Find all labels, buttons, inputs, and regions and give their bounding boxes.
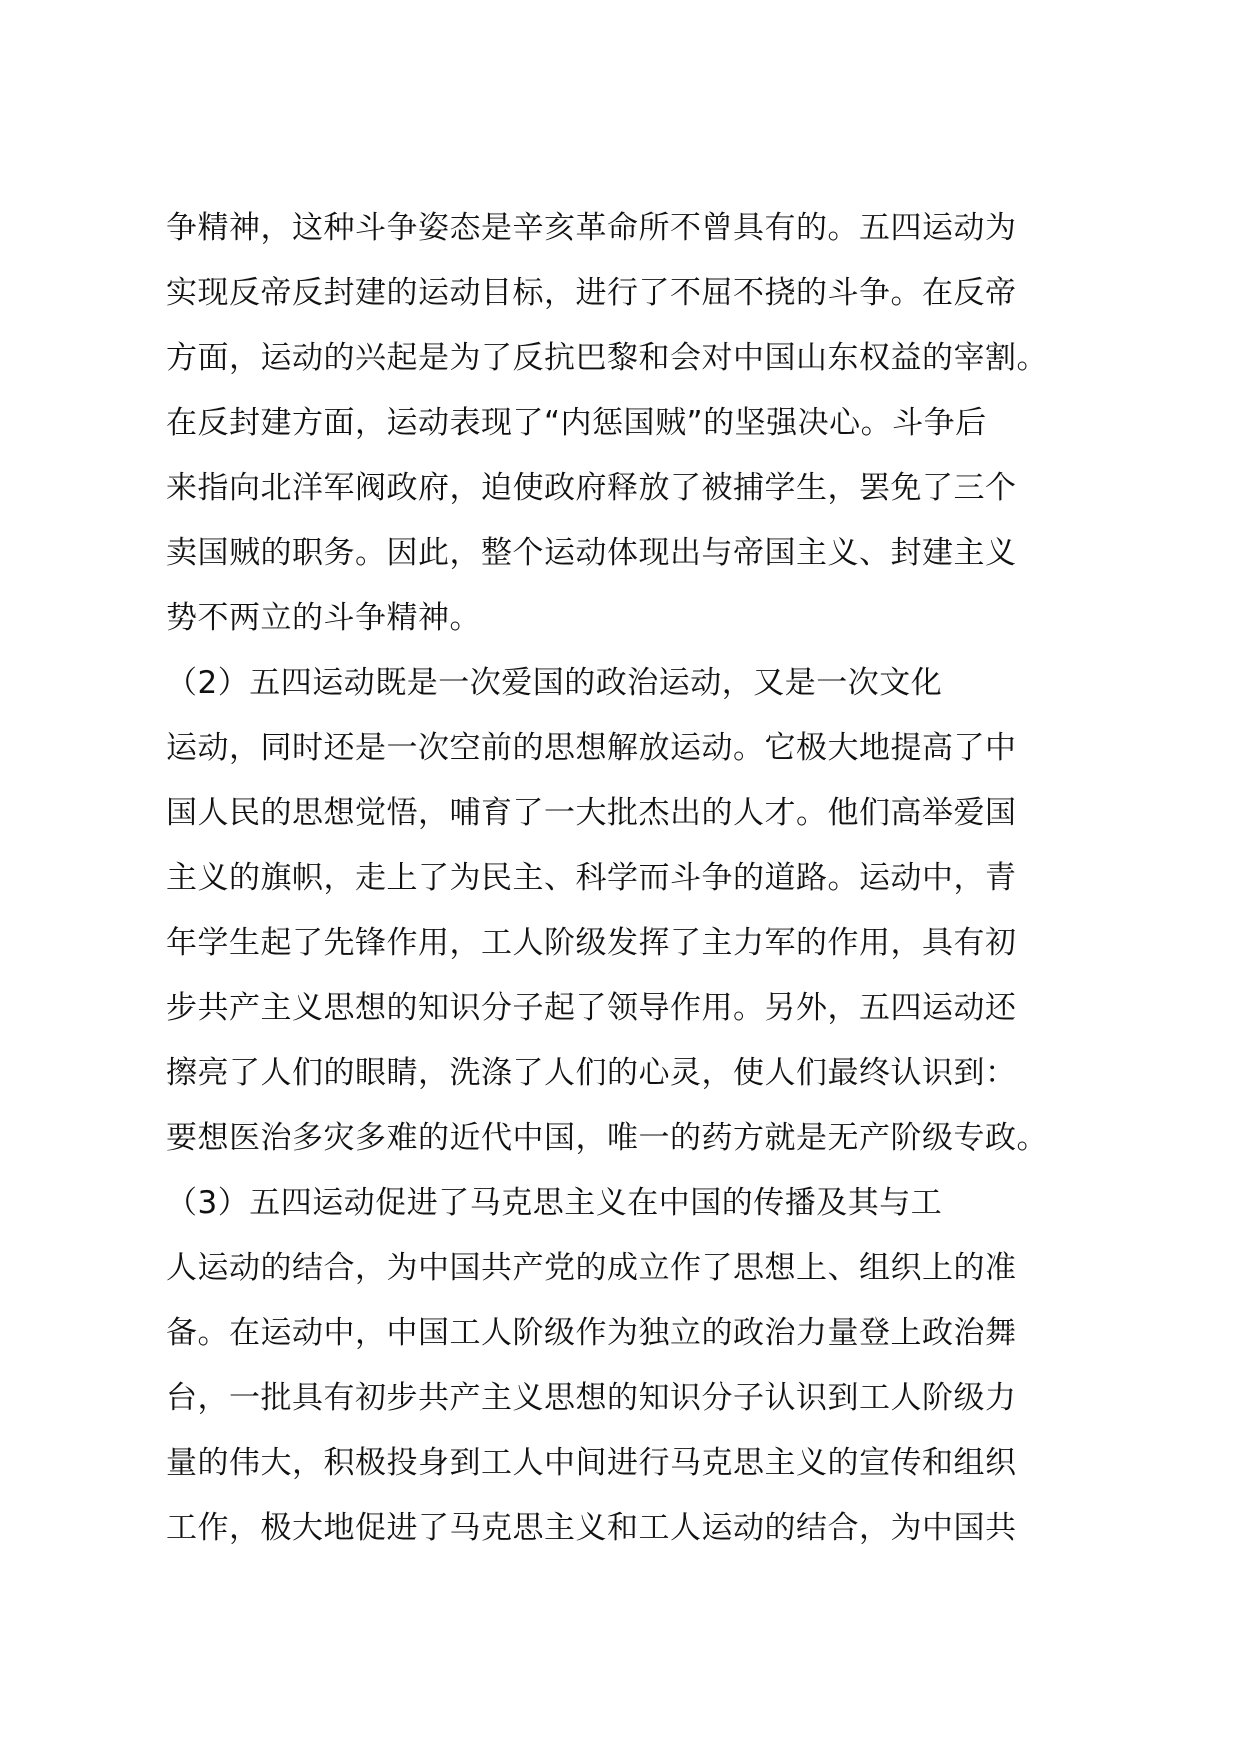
text-line: 备。在运动中，中国工人阶级作为独立的政治力量登上政治舞 <box>166 1315 1017 1351</box>
text-line: 量的伟大，积极投身到工人中间进行马克思主义的宣传和组织 <box>166 1445 1017 1481</box>
text-line: （2）五四运动既是一次爱国的政治运动，又是一次文化 <box>166 665 943 701</box>
text-line: （3）五四运动促进了马克思主义在中国的传播及其与工 <box>166 1185 943 1221</box>
text-line: 方面，运动的兴起是为了反抗巴黎和会对中国山东权益的宰割。 <box>166 340 1048 376</box>
text-line: 争精神，这种斗争姿态是辛亥革命所不曾具有的。五四运动为 <box>166 210 1017 246</box>
text-line: 运动，同时还是一次空前的思想解放运动。它极大地提高了中 <box>166 730 1017 766</box>
body-text <box>166 196 1086 1561</box>
text-line: 卖国贼的职务。因此，整个运动体现出与帝国主义、封建主义 <box>166 535 1017 571</box>
text-line: 主义的旗帜，走上了为民主、科学而斗争的道路。运动中，青 <box>166 860 1017 896</box>
text-line: 要想医治多灾多难的近代中国，唯一的药方就是无产阶级专政。 <box>166 1120 1048 1156</box>
text-line: 工作，极大地促进了马克思主义和工人运动的结合，为中国共 <box>166 1510 1017 1546</box>
text-line: 势不两立的斗争精神。 <box>166 600 481 636</box>
text-line: 来指向北洋军阀政府，迫使政府释放了被捕学生，罢免了三个 <box>166 470 1017 506</box>
text-line: 步共产主义思想的知识分子起了领导作用。另外，五四运动还 <box>166 990 1017 1026</box>
text-line: 擦亮了人们的眼睛，洗涤了人们的心灵，使人们最终认识到： <box>166 1055 1017 1091</box>
text-line: 国人民的思想觉悟，哺育了一大批杰出的人才。他们高举爱国 <box>166 795 1017 831</box>
text-line: 台，一批具有初步共产主义思想的知识分子认识到工人阶级力 <box>166 1380 1017 1416</box>
text-line: 人运动的结合，为中国共产党的成立作了思想上、组织上的准 <box>166 1250 1017 1286</box>
text-line: 实现反帝反封建的运动目标，进行了不屈不挠的斗争。在反帝 <box>166 275 1017 311</box>
text-line: 在反封建方面，运动表现了“内惩国贼”的坚强决心。斗争后 <box>166 405 987 441</box>
text-line: 年学生起了先锋作用，工人阶级发挥了主力军的作用，具有初 <box>166 925 1017 961</box>
